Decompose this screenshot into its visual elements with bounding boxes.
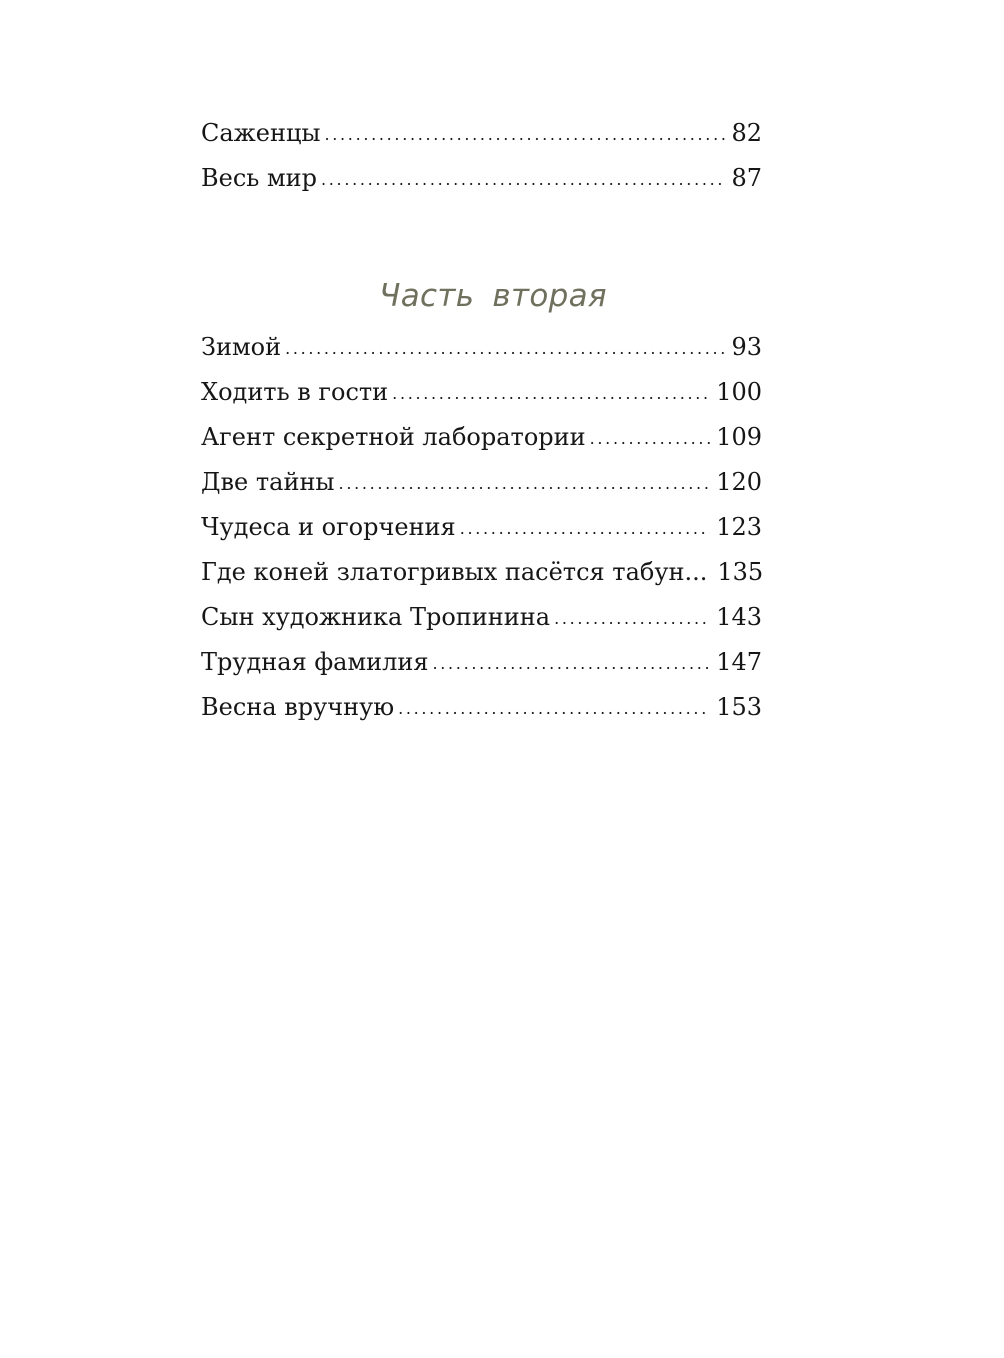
toc-part-two: [201, 333, 762, 738]
dot-leader: [392, 386, 710, 402]
toc-entry: [201, 468, 762, 513]
dot-leader: [590, 431, 711, 447]
dot-leader: [321, 172, 725, 188]
dot-leader: [285, 341, 725, 357]
toc-entry: [201, 333, 762, 378]
toc-entry-title: Чудеса и огорчения: [201, 513, 456, 541]
dot-leader: [398, 701, 710, 717]
dot-leader: [554, 611, 710, 627]
dot-leader: [460, 521, 710, 537]
toc-entry-title: Агент секретной лаборатории: [201, 423, 586, 451]
toc-entry: [201, 423, 762, 468]
toc-entry-title: Весь мир: [201, 164, 318, 192]
toc-entry: [201, 513, 762, 558]
section-heading: Часть вторая: [379, 278, 607, 314]
toc-entry: [201, 693, 762, 738]
toc-entry-page: 120: [716, 468, 762, 496]
toc-entry-page: 143: [716, 603, 762, 631]
toc-entry-page: 135: [717, 558, 764, 586]
toc-entry-title: Две тайны: [201, 468, 335, 496]
toc-entry-page: 123: [716, 513, 762, 541]
toc-entry-page: 147: [716, 648, 762, 676]
toc-entry: [201, 558, 762, 603]
toc-entry-page: 82: [731, 119, 762, 147]
toc-entry-page: 100: [716, 378, 762, 406]
toc-entry-page: 87: [731, 164, 762, 192]
dot-leader: [324, 127, 725, 143]
toc-entry-title: Ходить в гости: [201, 378, 389, 406]
toc-entry-title: Сын художника Тропинина: [201, 603, 551, 631]
toc-entry: [201, 603, 762, 648]
toc-entry-page: 153: [716, 693, 762, 721]
toc-entry: [201, 378, 762, 423]
dot-leader: [339, 476, 711, 492]
toc-entry-title: Саженцы: [201, 119, 321, 147]
toc-entry-title: Зимой: [201, 333, 282, 361]
toc-entry-title: Весна вручную: [201, 693, 395, 721]
toc-entry-page: 109: [716, 423, 762, 451]
toc-entry: [201, 648, 762, 693]
toc-entry-title: Где коней златогривых пасётся табун...: [201, 558, 708, 586]
toc-part-one-tail: [201, 119, 762, 209]
toc-entry-page: 93: [731, 333, 762, 361]
toc-entry-title: Трудная фамилия: [201, 648, 429, 676]
toc-entry: [201, 164, 762, 209]
toc-entry: [201, 119, 762, 164]
dot-leader: [432, 656, 710, 672]
